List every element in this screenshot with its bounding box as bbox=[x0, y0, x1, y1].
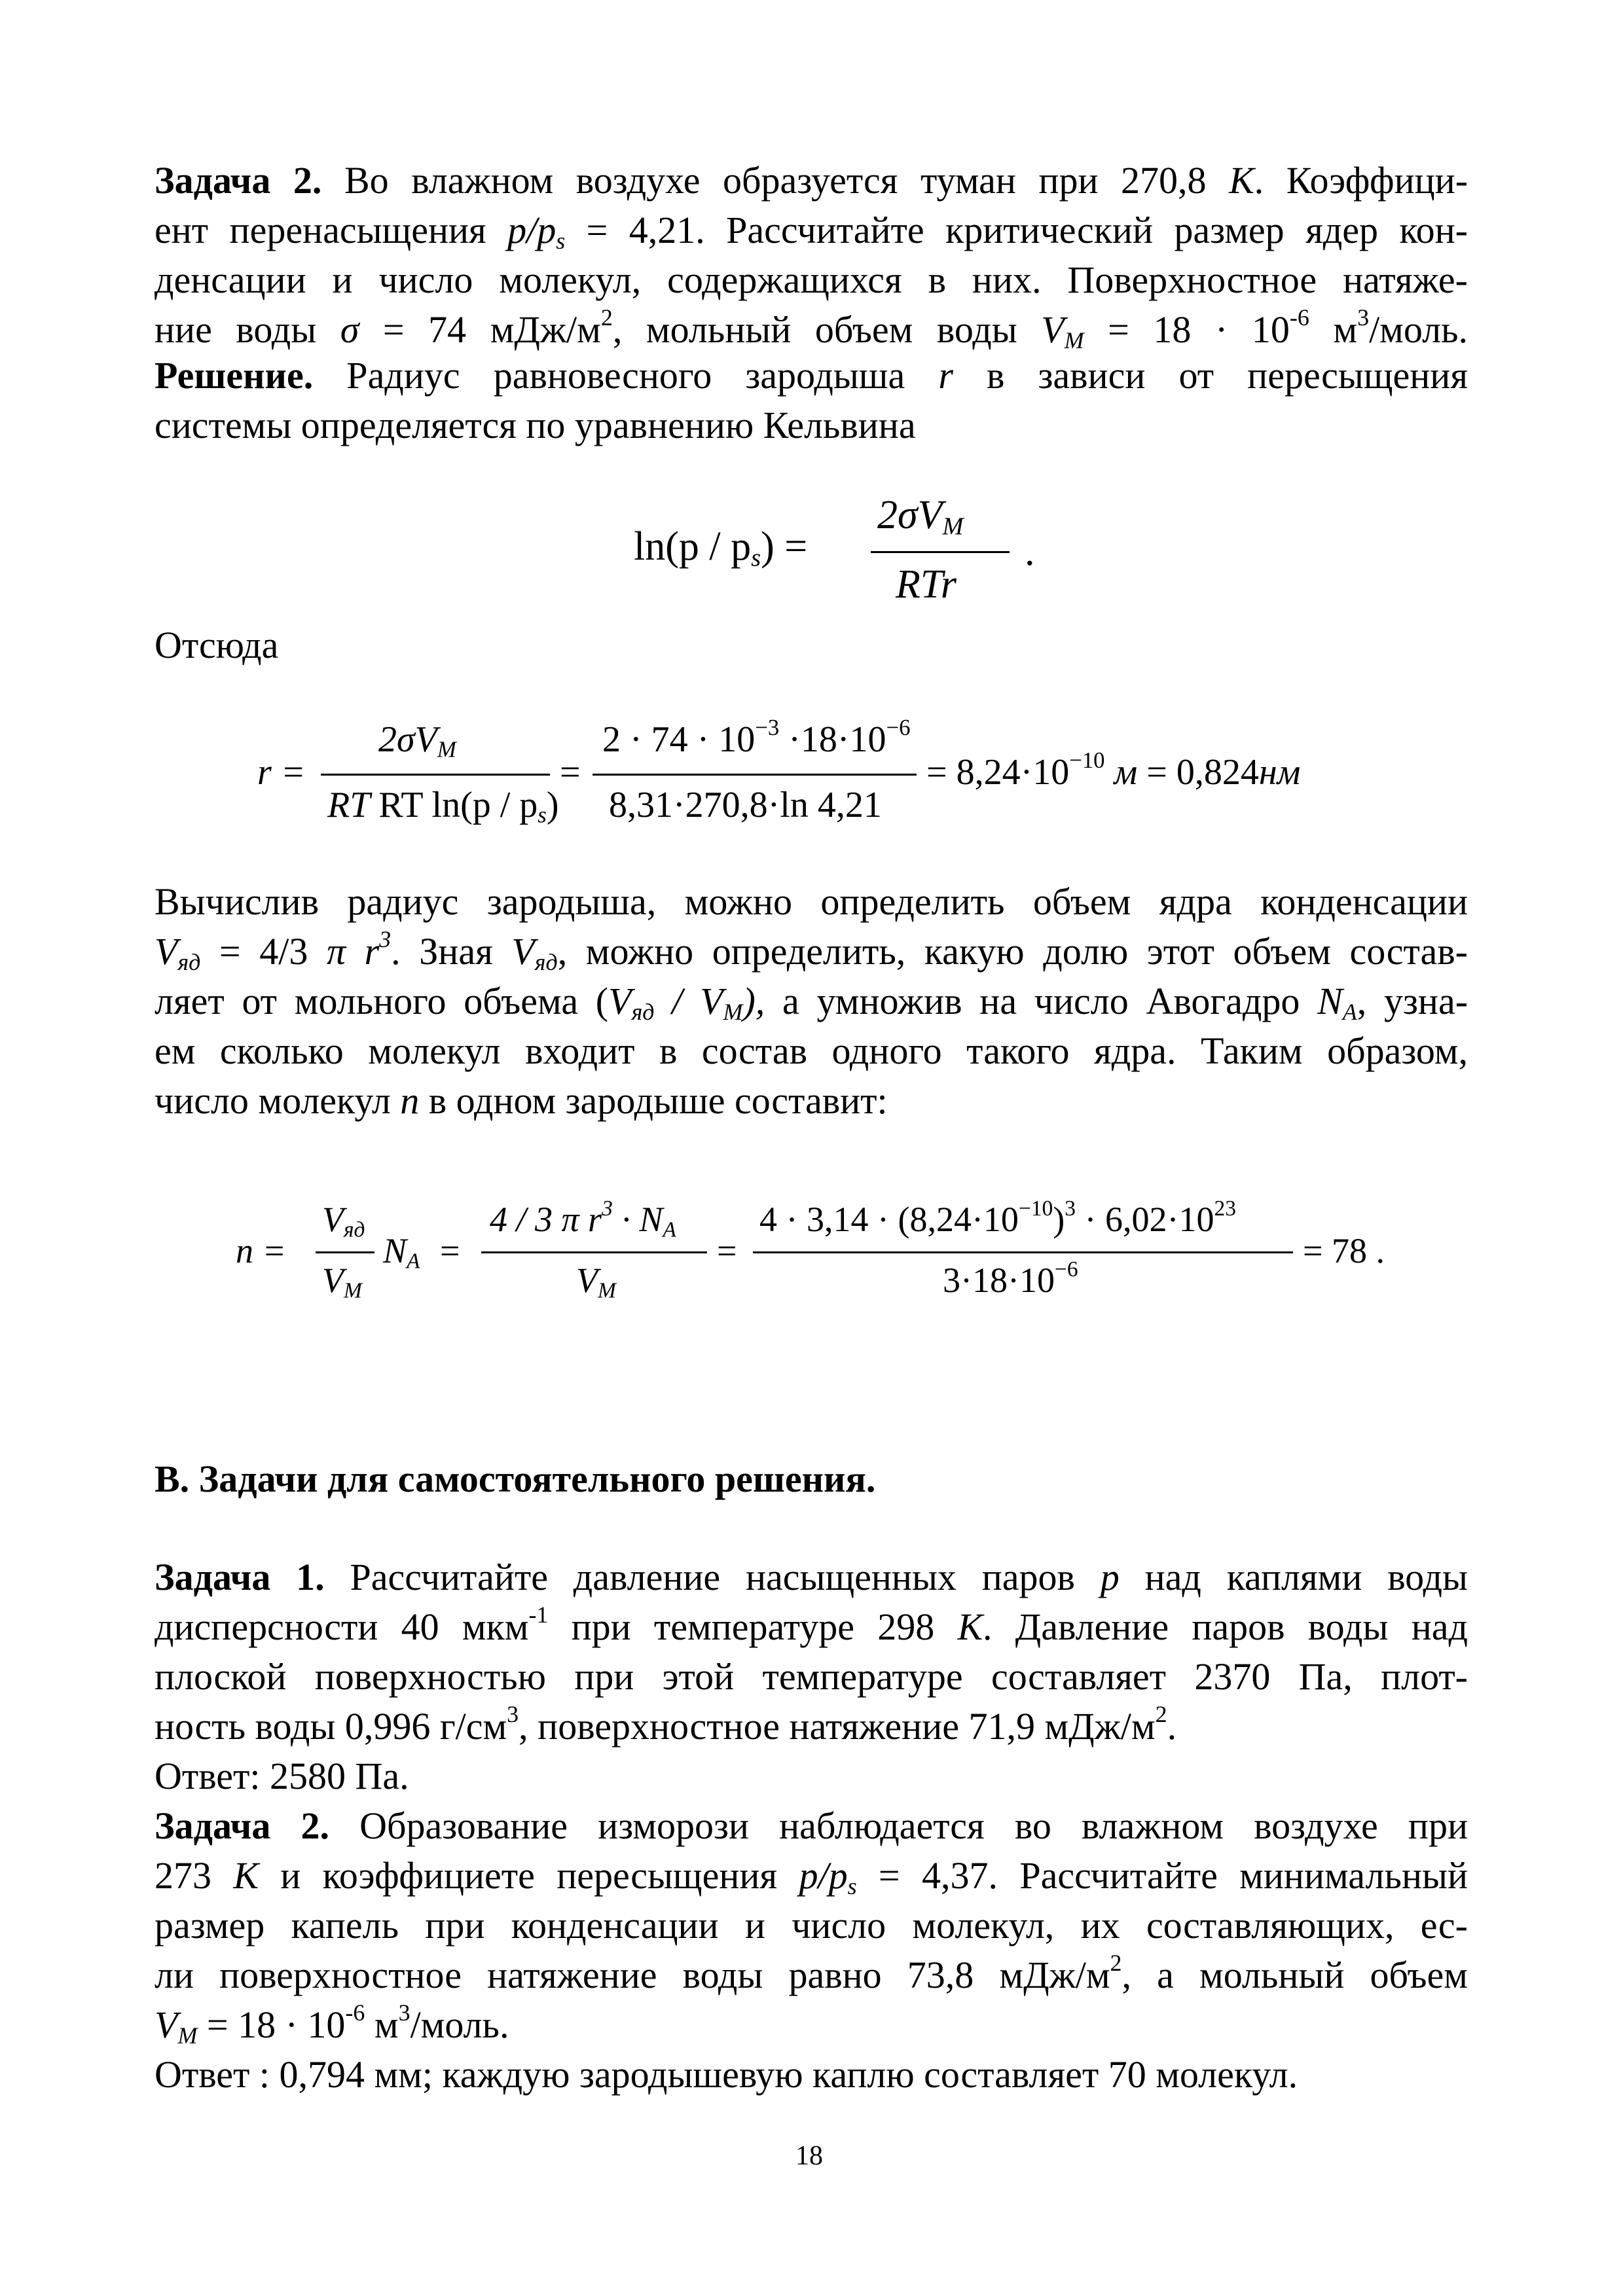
radius-result: = $8,24\cdot 10^{-10}$ м = 0,824нм bbox=[926, 747, 1301, 793]
n-equals-2: = bbox=[717, 1231, 737, 1270]
para2-line-4: ем сколько молекул входит в состав одного такого ядра. Таким образом, bbox=[155, 1030, 1468, 1072]
radius-numerator-2: $2 \cdot 74 \cdot 10^{-3} \cdot 18\cdot 10^{-6}$ bbox=[602, 715, 911, 760]
radius-numerator-1: $2\sigma V_M$ bbox=[378, 719, 456, 762]
n-avogadro: $N_A$ bbox=[383, 1231, 420, 1274]
example-line-3: денсации и число молекул, содержащихся в них. Поверхностное натяже- bbox=[155, 259, 1468, 301]
task-label: Задача 2. bbox=[155, 159, 322, 202]
example-line-2: ент перенасыщения $p/p_s = 4,21$. Рассчитайте критический размер ядер кон- bbox=[155, 209, 1468, 254]
section-b-title: В. Задачи для самостоятельного решения. bbox=[155, 1458, 876, 1500]
example-line-1: Задача 2. Во влажном воздухе образуется туман при 270,8 К. Коэффици- bbox=[155, 159, 1468, 202]
n-lhs: n = bbox=[236, 1231, 286, 1270]
n-fraction-bar-1 bbox=[316, 1251, 374, 1253]
kelvin-fraction-bar bbox=[871, 551, 1010, 553]
n-f3-numerator: $4 \cdot 3,14 \cdot (8,24\cdot 10^{-10})^3 \cdot 6,02\cdot 10^{23}$ bbox=[759, 1196, 1236, 1239]
n-f2-denominator: $V_M$ bbox=[576, 1261, 616, 1303]
task1-answer: Ответ: 2580 Па. bbox=[155, 1755, 409, 1797]
solution-line-1: Решение. Радиус равновесного зародыша r в зависи от пересыщения bbox=[155, 354, 1468, 397]
n-equals-1: = bbox=[440, 1231, 460, 1270]
radius-lhs: r = bbox=[257, 752, 306, 793]
solution-label: Решение. bbox=[155, 354, 314, 397]
para2-line-3: ляет от мольного объема $(V_{яд} / V_M)$, а умножив на число Авогадро $N_A$, узна- bbox=[155, 980, 1468, 1025]
page-number: 18 bbox=[795, 2141, 823, 2171]
task2-line-5: $V_M = 18 \cdot 10^{-6}$ $м^3$/моль. bbox=[155, 2000, 509, 2049]
solution-line-2: системы определяется по уравнению Кельвина bbox=[155, 404, 916, 446]
task1-line-4: ность воды 0,996 $г/см^3$, поверхностное натяжение 71,9 мДж/$м^2$. bbox=[155, 1701, 1177, 1748]
radius-fraction-bar-1 bbox=[321, 774, 550, 776]
otsyuda-text: Отсюда bbox=[155, 624, 279, 666]
n-result: = 78 . bbox=[1303, 1231, 1385, 1270]
radius-equals-1: = bbox=[560, 752, 581, 793]
radius-denominator-2: 8,31·270,8·ln 4,21 bbox=[609, 785, 882, 825]
kelvin-lhs: $\ln(p / p_s)$ = bbox=[634, 524, 808, 572]
task2-line-1: Задача 2. Образование изморози наблюдается во влажном воздухе при bbox=[155, 1804, 1468, 1847]
task2-line-4: ли поверхностное натяжение воды равно 73,8 мДж/$м^2$, а мольный объем bbox=[155, 1950, 1468, 1996]
kelvin-numerator: $2\sigma V_M$ bbox=[877, 493, 964, 541]
n-fraction-bar-3 bbox=[753, 1251, 1293, 1253]
task1-line-2: дисперсности 40 мкм$^{-1}$ при температуре 298 К. Давление паров воды над bbox=[155, 1602, 1468, 1648]
task1-label: Задача 1. bbox=[155, 1556, 325, 1598]
kelvin-period: . bbox=[1025, 529, 1035, 574]
task2-line-3: размер капель при конденсации и число молекул, их составляющих, ес- bbox=[155, 1904, 1468, 1946]
task1-line-1: Задача 1. Рассчитайте давление насыщенных паров p над каплями воды bbox=[155, 1556, 1468, 1598]
para2-line-1: Вычислив радиус зародыша, можно определить объем ядра конденсации bbox=[155, 880, 1468, 923]
para2-line-2: $V_{яд} = 4/3$ π $r^3$. Зная $V_{яд}$, можно определить, какую долю этот объем состав- bbox=[155, 926, 1468, 975]
n-f2-numerator: 4 / 3 π $r^3 \cdot N_A$ bbox=[490, 1196, 676, 1242]
n-f3-denominator: $3\cdot 18\cdot 10^{-6}$ bbox=[943, 1257, 1078, 1300]
task2-line-2: 273 К и коэффициете пересыщения $p/p_s = 4,37$. Рассчитайте минимальный bbox=[155, 1854, 1468, 1899]
n-f1-denominator: $V_M$ bbox=[322, 1261, 362, 1303]
radius-fraction-bar-2 bbox=[593, 774, 917, 776]
task1-line-3: плоской поверхностью при этой температуре составляет 2370 Па, плот- bbox=[155, 1655, 1468, 1698]
task2-label: Задача 2. bbox=[155, 1804, 329, 1847]
task2-answer: Ответ : 0,794 мм; каждую зародышевую каплю составляет 70 молекул. bbox=[155, 2053, 1298, 2096]
n-fraction-bar-2 bbox=[481, 1251, 707, 1253]
radius-denominator-1: RT RT $\ln(p / p_s)$ bbox=[327, 785, 559, 828]
kelvin-denominator: RTr bbox=[896, 562, 957, 607]
n-f1-numerator: $V_{яд}$ bbox=[322, 1200, 365, 1242]
example-line-4: ние воды σ = 74 мДж/$м^2$, мольный объем воды $V_M = 18 \cdot 10^{-6}$ $м^3$/моль. bbox=[155, 304, 1468, 353]
para2-line-5: число молекул n в одном зародыше составит: bbox=[155, 1079, 888, 1122]
